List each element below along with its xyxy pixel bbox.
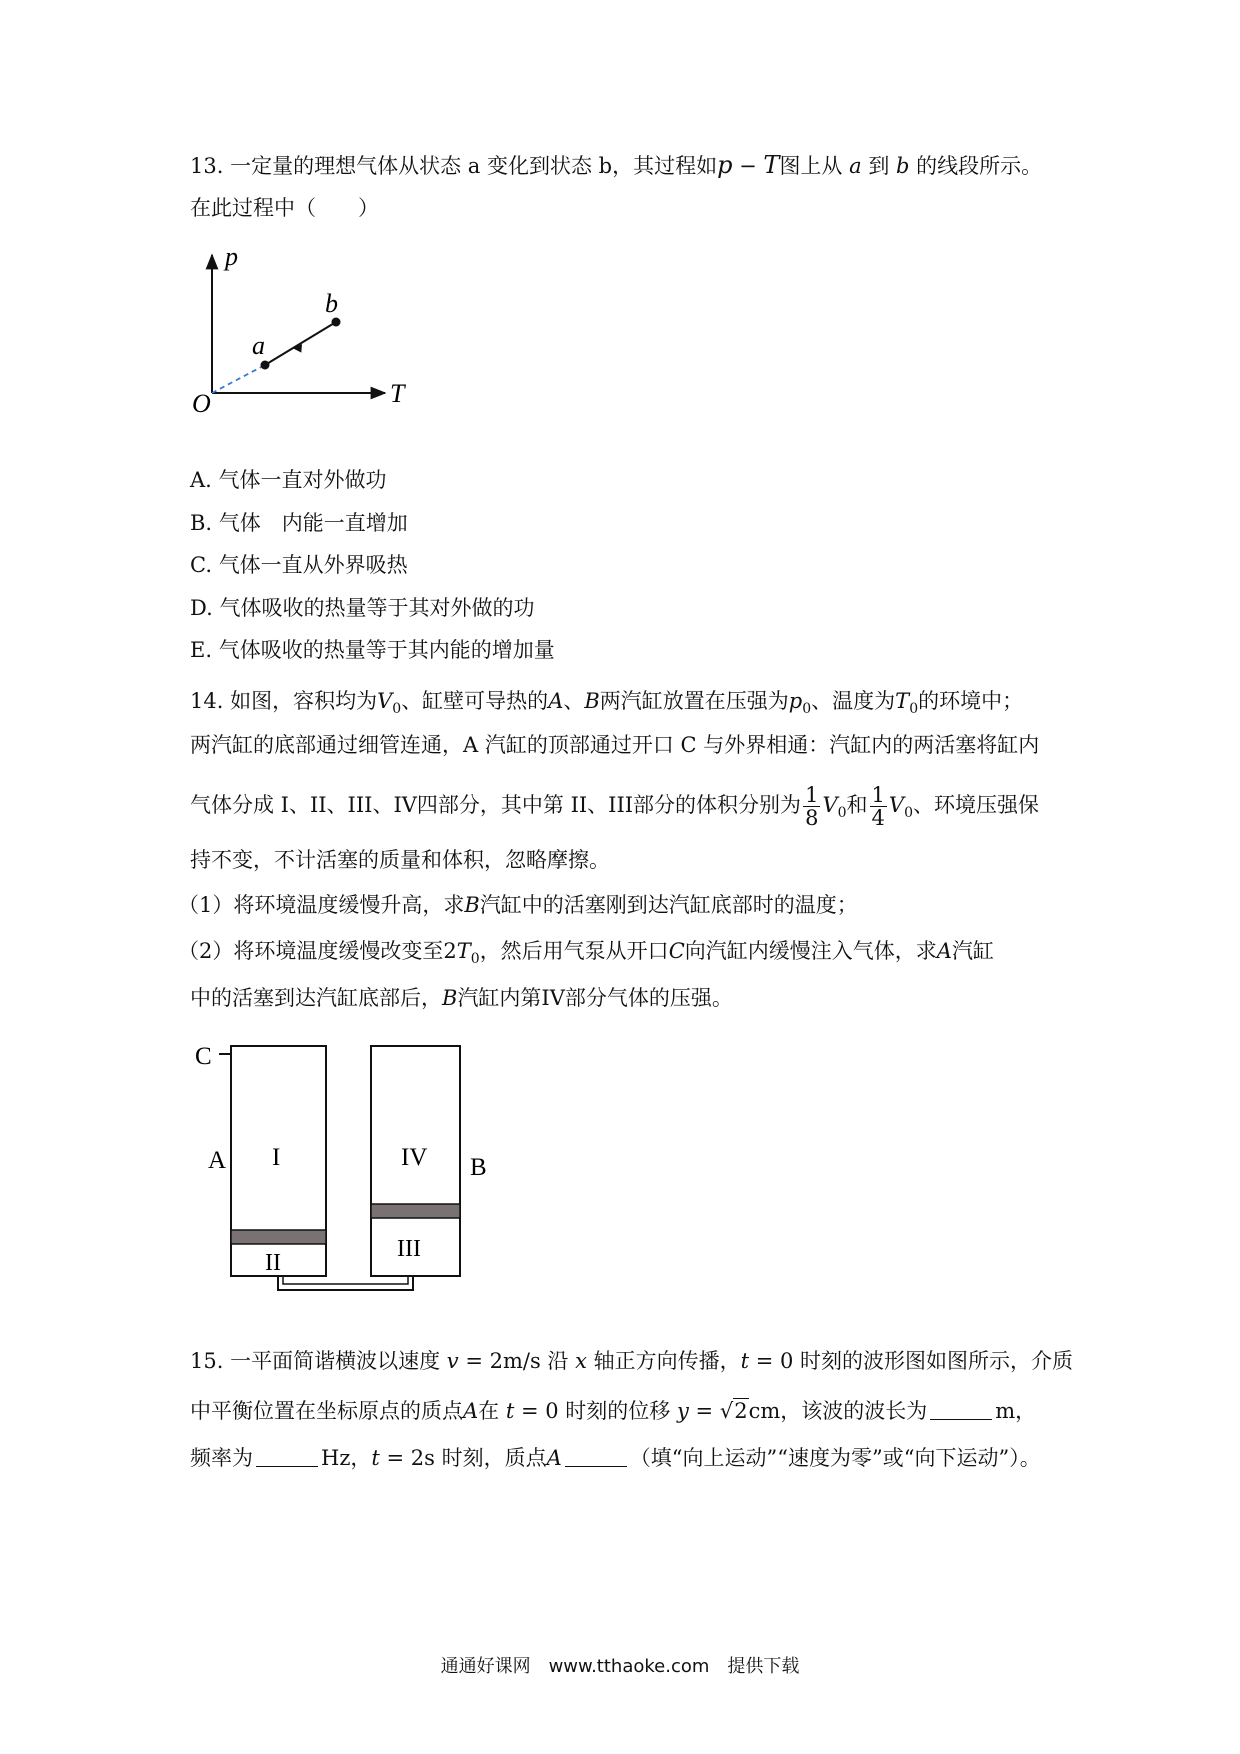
q13-minus: − <box>732 154 764 178</box>
q13-text3: 的线段所示。 <box>916 154 1043 178</box>
q13-option-d[interactable]: D. 气体吸收的热量等于其对外做的功 <box>190 596 535 620</box>
q13-stem-line2: 在此过程中（ ） <box>190 196 379 220</box>
q13-option-c[interactable]: C. 气体一直从外界吸热 <box>190 553 408 577</box>
q13-label-T: T <box>390 379 405 408</box>
q13-text: 一定量的理想气体从状态 a 变化到状态 b，其过程如 <box>230 154 718 178</box>
q15-number: 15. <box>190 1349 224 1373</box>
q14-cylinder-b <box>371 1046 460 1276</box>
q14-region-III: III <box>397 1236 421 1262</box>
q14-line2: 两汽缸的底部通过细管连通，A 汽缸的顶部通过开口 C 与外界相通：汽缸内的两活塞将缸内 <box>190 733 1040 757</box>
q14-frac-1-8: $\frac{1}{8}$ <box>805 783 819 830</box>
q13-direction-arrow <box>293 343 306 355</box>
q13-option-e[interactable]: E. 气体吸收的热量等于其内能的增加量 <box>190 638 555 662</box>
page-footer: 通通好课网 www.tthaoke.com 提供下载 <box>440 1656 800 1677</box>
q13-label-a: a <box>252 331 265 360</box>
q14-label-b: B <box>470 1154 487 1181</box>
q14-part2-line1: （2）将环境温度缓慢改变至$2T_0$，然后用气泵从开口C向汽缸内缓慢注入气体，求A汽缸 <box>178 939 994 967</box>
q13-segment-ab <box>265 322 336 365</box>
q14-piston-b <box>371 1204 460 1218</box>
q13-label-b: b <box>325 289 338 318</box>
q15-blank-frequency[interactable] <box>256 1446 318 1467</box>
q14-label-c: C <box>195 1043 212 1070</box>
q15-blank-motion[interactable] <box>565 1446 627 1467</box>
q14-cylinder-a <box>231 1046 326 1276</box>
q14-line1: 14. 如图，容积均为$V_0$、缸壁可导热的A、B两汽缸放置在压强为$p_0$、温度为$T_0$的环境中； <box>190 689 1024 717</box>
q13-label-O: O <box>192 389 211 418</box>
q14-line3: 气体分成 I、II、III、IV四部分，其中第 II、III部分的体积分别为 $\frac{1}{8}$ $V_0$和 $\frac{1}{4}$ $V_0$、环境压强保 <box>190 783 1039 830</box>
q13-to: 到 <box>868 154 890 178</box>
q14-region-I: I <box>272 1144 281 1171</box>
q13-option-a[interactable]: A. 气体一直对外做功 <box>190 468 387 492</box>
q14-region-IV: IV <box>401 1144 428 1171</box>
q13-text2: 图上从 <box>779 154 843 178</box>
q15-line2: 中平衡位置在坐标原点的质点A在 t = 0 时刻的位移 y = √2cm，该波的波长为 m， <box>190 1399 1037 1423</box>
q13-stem-line1 <box>190 150 1042 181</box>
q13-T: T <box>763 151 780 179</box>
q13-p: p <box>717 151 733 179</box>
q14-label-a: A <box>208 1147 227 1174</box>
q13-option-b[interactable]: B. 气体 内能一直增加 <box>190 511 408 535</box>
q15-line3: 频率为 Hz，t = 2s 时刻，质点A （填“向上运动”“速度为零”或“向下运动”）。 <box>190 1446 1041 1470</box>
q13-number: 13. <box>190 154 224 178</box>
q13-b: b <box>896 154 910 178</box>
q14-number: 14. <box>190 689 224 713</box>
q13-point-b <box>332 318 341 327</box>
q14-part1: （1）将环境温度缓慢升高，求B汽缸中的活塞刚到达汽缸底部时的温度； <box>178 893 858 917</box>
q14-piston-a <box>231 1230 326 1244</box>
q14-connecting-tube <box>278 1276 413 1290</box>
q13-dashed-line <box>212 365 265 393</box>
q13-a: a <box>849 154 862 178</box>
q13-point-a <box>261 361 270 370</box>
q14-frac-1-4: $\frac{1}{4}$ <box>871 783 885 830</box>
q15-line1: 15. 一平面简谐横波以速度 v = 2m/s 沿 x 轴正方向传播，t = 0 时刻的波形图如图所示，介质 <box>190 1349 1074 1373</box>
q14-part2-line2: 中的活塞到达汽缸底部后，B汽缸内第IV部分气体的压强。 <box>190 986 733 1010</box>
q15-blank-wavelength[interactable] <box>930 1399 992 1420</box>
q13-label-p: p <box>225 242 238 271</box>
q14-region-II: II <box>265 1250 281 1276</box>
q14-line4: 持不变，不计活塞的质量和体积，忽略摩擦。 <box>190 848 610 872</box>
